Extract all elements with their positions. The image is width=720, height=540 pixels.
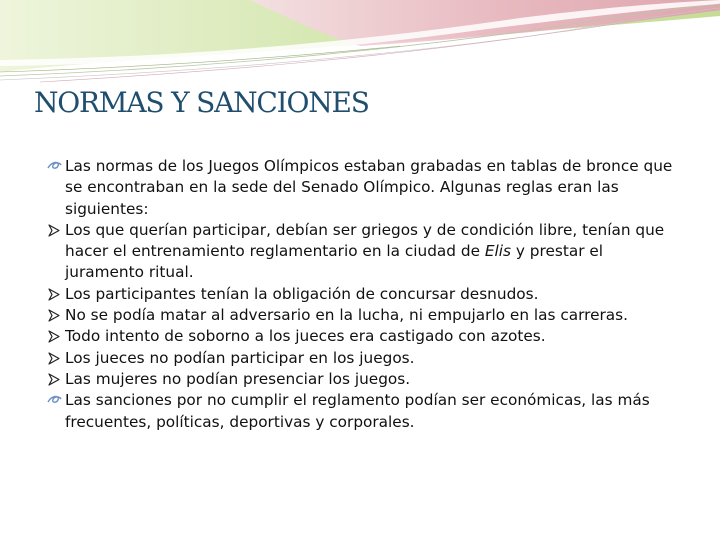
- arrow-bullet-icon: [46, 305, 63, 326]
- list-item-text: Las sanciones por no cumplir el reglamento podían ser económicas, las más frecuentes, políticas, deportivas y corporales.: [65, 391, 650, 431]
- bullet-list: [46, 156, 680, 433]
- arrow-bullet-icon: [46, 284, 63, 305]
- list-item: [46, 390, 680, 433]
- arrow-bullet-icon: [46, 220, 63, 241]
- arrow-bullet-icon: [46, 326, 63, 347]
- list-item-text: Las normas de los Juegos Olímpicos estaban grabadas en tablas de bronce que se encontraban en la sede del Senado Olímpico. Algunas reglas eran las siguientes:: [65, 157, 673, 218]
- list-item-text: Las mujeres no podían presenciar los juegos.: [65, 369, 411, 388]
- list-item: [46, 156, 680, 220]
- list-item-text: Todo intento de soborno a los jueces era castigado con azotes.: [65, 327, 546, 346]
- arrow-bullet-icon: [46, 369, 63, 390]
- list-item-text: No se podía matar al adversario en la lucha, ni empujarlo en las carreras.: [65, 306, 628, 325]
- list-item: [46, 220, 680, 284]
- loop-bullet-icon: [46, 156, 63, 177]
- arrow-bullet-icon: [46, 348, 63, 369]
- italic-place-name: Elis: [484, 242, 512, 261]
- list-item-text: Los participantes tenían la obligación de concursar desnudos.: [65, 284, 539, 303]
- list-item-text: Los jueces no podían participar en los juegos.: [65, 348, 415, 367]
- list-item-text: Los que querían participar, debían ser griegos y de condición libre, tenían que hacer el entrenamiento reglamentario en la ciudad de Elis y prestar el juramento ritual.: [65, 220, 665, 282]
- list-item: [46, 369, 680, 390]
- loop-bullet-icon: [46, 390, 63, 411]
- list-item: [46, 284, 680, 305]
- list-item: [46, 305, 680, 326]
- list-item: [46, 348, 680, 369]
- page-title: NORMAS Y SANCIONES: [34, 86, 369, 119]
- list-item: [46, 326, 680, 347]
